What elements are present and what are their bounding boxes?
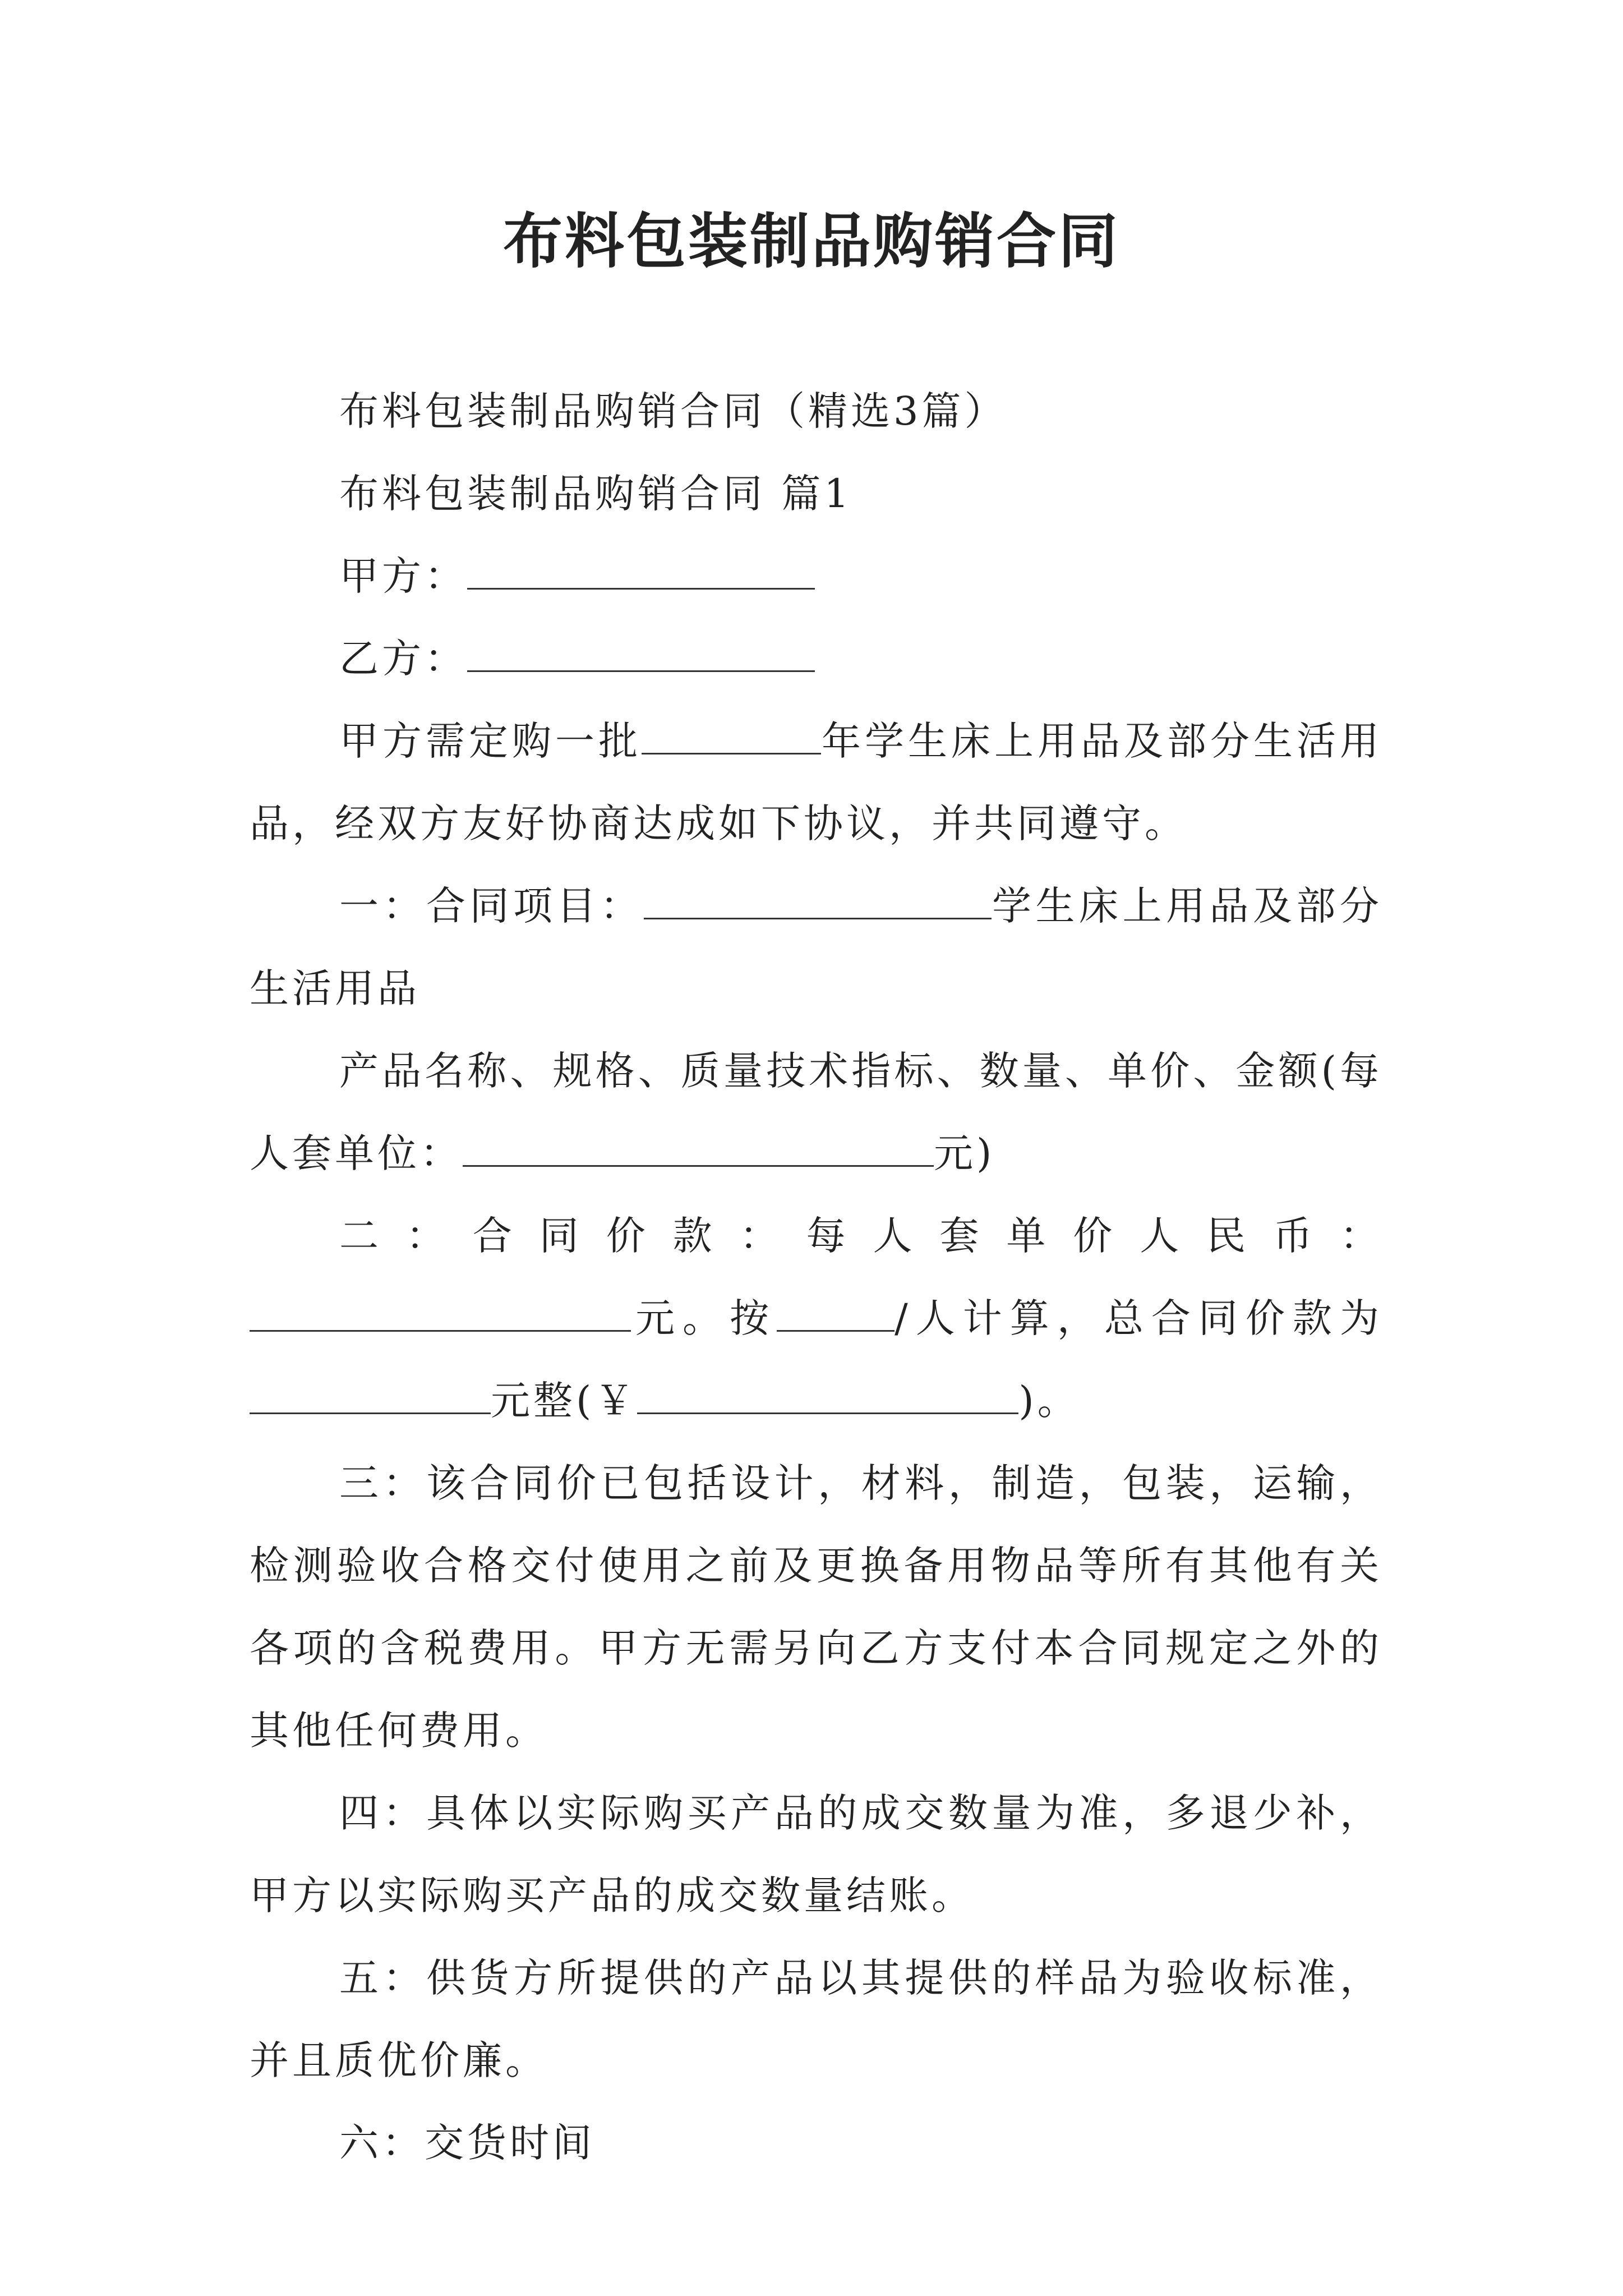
clause-1-pre: 一：合同项目： xyxy=(339,883,644,929)
product-line xyxy=(250,1030,1382,1195)
party-a-line xyxy=(250,535,1382,618)
year-blank xyxy=(642,714,821,754)
party-b-blank xyxy=(467,631,815,672)
product-line-post: 元) xyxy=(934,1130,995,1176)
clause-2-mid2: /人计算，总合同价款为 xyxy=(895,1295,1382,1341)
project-blank xyxy=(644,878,992,919)
total-price-blank xyxy=(250,1373,491,1414)
per-person-blank xyxy=(777,1291,895,1332)
clause-1 xyxy=(250,865,1382,1030)
clause-3: 三：该合同价已包括设计，材料，制造，包装，运输，检测验收合格交付使用之前及更换备用物品等所有其他有关各项的含税费用。甲方无需另向乙方支付本合同规定之外的其他任何费用。 xyxy=(250,1460,1382,1754)
clause-2-pre: 二：合同价款：每人套单价人民币： xyxy=(339,1213,1382,1259)
party-a-blank xyxy=(467,549,815,590)
party-a-label: 甲方： xyxy=(339,553,467,599)
yuan-amount-blank xyxy=(637,1373,1018,1414)
intro-paragraph xyxy=(250,700,1382,865)
party-b-label: 乙方： xyxy=(339,636,467,682)
document-title: 布料包装制品购销合同 xyxy=(503,206,1120,276)
clause-4: 四：具体以实际购买产品的成交数量为准，多退少补，甲方以实际购买产品的成交数量结账。 xyxy=(250,1790,1382,1918)
product-line-pre: 产品名称、规格、质量技术指标、数量、单价、金额(每人套单位： xyxy=(250,1048,1382,1176)
intro-pre: 甲方需定购一批 xyxy=(339,718,642,764)
clause-2-mid1: 元。按 xyxy=(631,1295,777,1341)
part-heading: 布料包装制品购销合同 篇1 xyxy=(339,471,852,517)
clause-2-post: )。 xyxy=(1018,1378,1080,1424)
clause-2 xyxy=(250,1195,1382,1442)
rmb-price-blank xyxy=(250,1291,631,1332)
subtitle: 布料包装制品购销合同（精选3篇） xyxy=(339,388,1007,434)
clause-5: 五：供货方所提供的产品以其提供的样品为验收标准，并且质优价廉。 xyxy=(250,1955,1382,2083)
unit-price-blank xyxy=(463,1126,934,1167)
intro-post: 年学生床上用品及部分生活用品，经双方友好协商达成如下协议，并共同遵守。 xyxy=(250,718,1382,846)
document-body xyxy=(250,370,1382,2184)
clause-6: 六：交货时间 xyxy=(339,2120,595,2166)
party-b-line xyxy=(250,618,1382,700)
clause-2-mid3: 元整(￥ xyxy=(491,1378,638,1424)
clause-1-post: 学生床上用品及部分生活用品 xyxy=(250,883,1382,1011)
